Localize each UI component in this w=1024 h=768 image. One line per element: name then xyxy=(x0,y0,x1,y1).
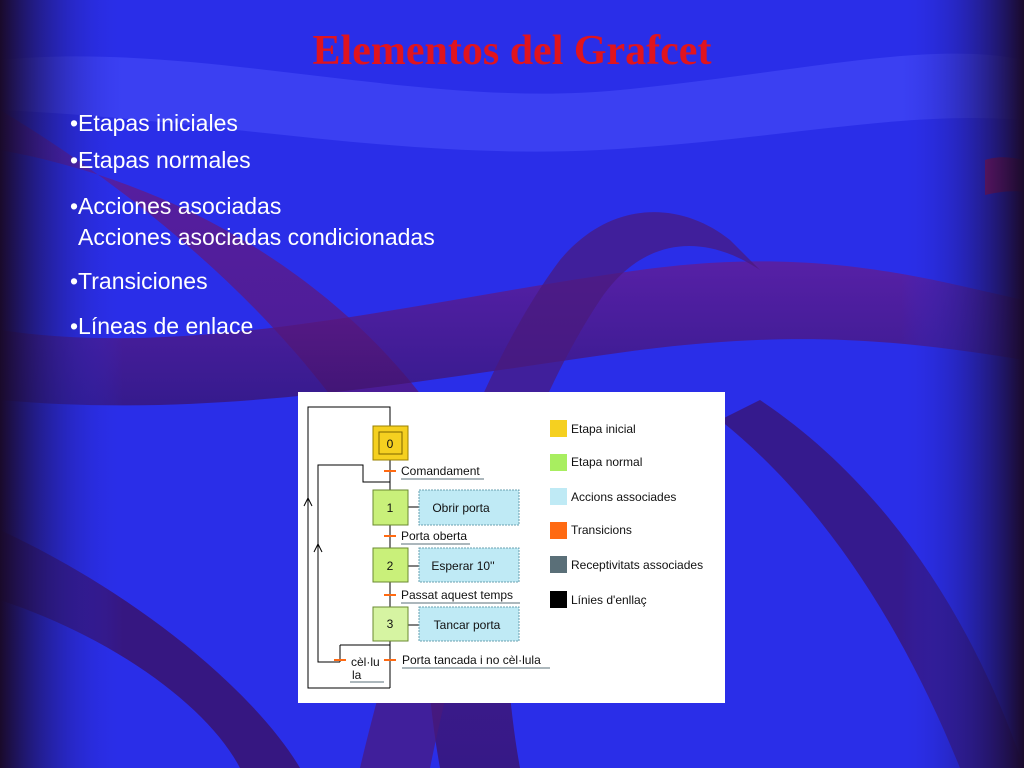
legend-swatch-normal xyxy=(550,454,567,471)
cell-condition-line1: cèl·lu xyxy=(351,655,380,669)
legend-label-transitions: Transicions xyxy=(571,523,632,537)
legend-label-normal: Etapa normal xyxy=(571,455,643,469)
slide-title: Elementos del Grafcet xyxy=(312,28,712,74)
step-3-label: 3 xyxy=(386,617,394,631)
legend xyxy=(550,420,703,608)
legend-label-links: Línies d'enllaç xyxy=(571,593,647,607)
cell-condition-line2: la xyxy=(352,668,362,682)
action-2-label: Esperar 10'' xyxy=(431,559,495,573)
bullet-lineas-enlace: •Líneas de enlace xyxy=(70,313,254,339)
bullet-etapas-iniciales: •Etapas iniciales xyxy=(70,110,238,136)
grafcet-diagram xyxy=(298,392,725,703)
legend-label-initial: Etapa inicial xyxy=(571,422,636,436)
bullet-transiciones: •Transiciones xyxy=(70,268,208,294)
grafcet-svg xyxy=(298,392,725,703)
step-1-label: 1 xyxy=(386,501,394,515)
step-0-label: 0 xyxy=(386,437,394,451)
bullet-etapas-normales: •Etapas normales xyxy=(70,147,251,173)
legend-swatch-receptivities xyxy=(550,556,567,573)
transition-porta-tancada: Porta tancada i no cèl·lula xyxy=(402,653,541,667)
action-3-label: Tancar porta xyxy=(433,618,501,632)
bullet-acciones-asociadas: •Acciones asociadas xyxy=(70,193,282,219)
bullet-acciones-condicionadas: Acciones asociadas condicionadas xyxy=(78,224,435,250)
legend-swatch-links xyxy=(550,591,567,608)
step-2-label: 2 xyxy=(386,559,394,573)
legend-swatch-transitions xyxy=(550,522,567,539)
transition-passat-temps: Passat aquest temps xyxy=(401,588,514,602)
action-1-label: Obrir porta xyxy=(432,501,490,515)
legend-label-actions: Accions associades xyxy=(571,490,677,504)
transition-comandament: Comandament xyxy=(401,464,480,478)
legend-swatch-actions xyxy=(550,488,567,505)
transition-porta-oberta: Porta oberta xyxy=(401,529,468,543)
legend-label-receptivities: Receptivitats associades xyxy=(571,558,704,572)
legend-swatch-initial xyxy=(550,420,567,437)
